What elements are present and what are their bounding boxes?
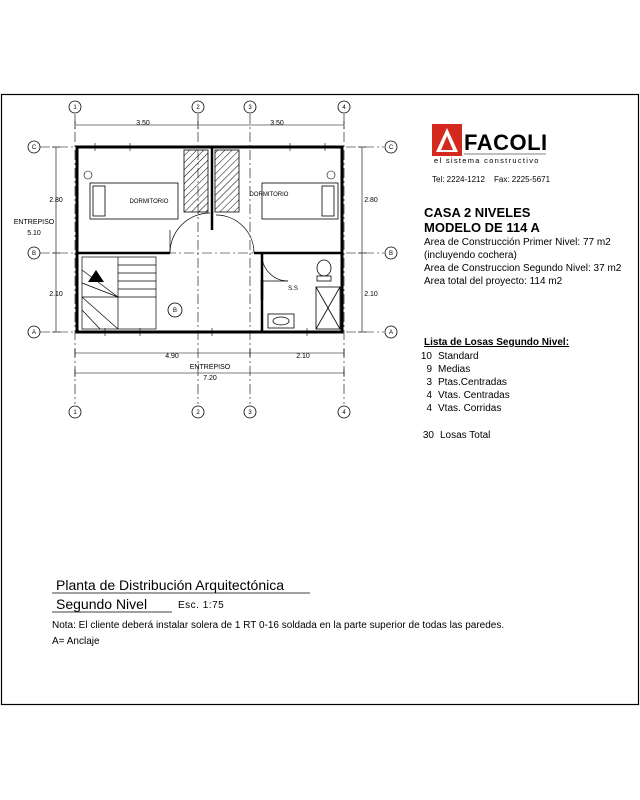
- closet-left: [184, 150, 208, 212]
- facoli-logo-icon: [432, 124, 462, 156]
- grid-col-label: 3: [248, 410, 252, 416]
- plan-subtitle: Segundo Nivel: [56, 596, 148, 612]
- company-fax: Fax: 2225-5671: [494, 175, 551, 184]
- anchor-marks: [95, 143, 325, 336]
- staircase: [82, 257, 156, 329]
- dimension-lines: [52, 121, 366, 377]
- grid-col-label: 3: [248, 105, 252, 111]
- door-swings: [170, 213, 288, 281]
- grid-row-label: B: [31, 251, 37, 257]
- losa-count: 4: [426, 390, 432, 401]
- grid-col-label: 4: [342, 410, 346, 416]
- stair-marker-label: B: [172, 308, 178, 314]
- dim-bottom-right: 2.10: [296, 353, 310, 360]
- company-name: FACOLI: [464, 130, 548, 155]
- grid-col-label: 2: [196, 105, 200, 111]
- note-text: Nota: El cliente deberá instalar solera de 1 RT 0-16 soldada en la parte superior de todas las paredes.: [52, 620, 505, 631]
- losa-label: Ptas.Centradas: [438, 377, 507, 388]
- plan-scale: Esc. 1:75: [178, 600, 225, 611]
- dim-right-lower: 2.10: [364, 291, 378, 298]
- grid-col-label: 1: [73, 410, 77, 416]
- area-line: (incluyendo cochera): [424, 250, 517, 261]
- closet-right: [215, 150, 239, 212]
- room-dorm-right-label: DORMITORIO: [249, 192, 289, 198]
- company-tagline: el sistema constructivo: [434, 156, 540, 165]
- grid-lines-vertical: [75, 114, 344, 404]
- losa-label: Medias: [438, 364, 471, 375]
- losa-total-count: 30: [422, 430, 434, 441]
- bathroom-fixtures: [268, 260, 340, 329]
- grid-col-label: 2: [196, 410, 200, 416]
- dim-left-upper: 2.80: [49, 197, 63, 204]
- grid-col-label: 1: [73, 105, 77, 111]
- losa-label: Vtas. Corridas: [438, 403, 502, 414]
- entrepiso-left-label: ENTREPISO: [13, 219, 55, 226]
- area-line: Area de Construcción Primer Nivel: 77 m2: [424, 237, 611, 248]
- project-model: MODELO DE 114 A: [424, 220, 540, 235]
- dim-top-left: 3.50: [136, 120, 150, 127]
- area-line: Area de Construccion Segundo Nivel: 37 m2: [424, 263, 622, 274]
- losa-count: 3: [426, 377, 432, 388]
- dim-left-lower: 2.10: [49, 291, 63, 298]
- interior-walls: [77, 147, 342, 332]
- losa-label: Standard: [438, 351, 479, 362]
- grid-row-label: C: [388, 145, 394, 151]
- grid-col-label: 4: [342, 105, 346, 111]
- plan-title: Planta de Distribución Arquitectónica: [56, 577, 285, 593]
- losas-list-title: Lista de Losas Segundo Nivel:: [424, 337, 570, 348]
- legend-text: A= Anclaje: [52, 636, 100, 647]
- room-ss-label: S.S: [288, 286, 298, 292]
- losa-label: Vtas. Centradas: [438, 390, 510, 401]
- grid-row-label: B: [388, 251, 394, 257]
- entrepiso-bottom-label: ENTREPISO: [189, 364, 231, 371]
- project-title: CASA 2 NIVELES: [424, 205, 531, 220]
- lamp-icons: [84, 171, 335, 179]
- losa-count: 9: [426, 364, 432, 375]
- losa-count: 10: [420, 351, 432, 362]
- dim-total: 7.20: [203, 375, 217, 382]
- grid-row-label: C: [31, 145, 37, 151]
- area-line: Area total del proyecto: 114 m2: [424, 276, 563, 287]
- dim-bottom-left: 4.90: [165, 353, 179, 360]
- grid-row-label: A: [31, 330, 37, 336]
- bed-right: [262, 183, 338, 219]
- room-dorm-left-label: DORMITORIO: [129, 199, 169, 205]
- grid-row-label: A: [388, 330, 394, 336]
- company-tel: Tel: 2224-1212: [432, 175, 485, 184]
- exterior-walls: [77, 147, 342, 332]
- entrepiso-left-value: 5.10: [27, 230, 41, 237]
- losa-total-label: Losas Total: [440, 430, 491, 441]
- losa-count: 4: [426, 403, 432, 414]
- dim-top-right: 3.50: [270, 120, 284, 127]
- dim-right-upper: 2.80: [364, 197, 378, 204]
